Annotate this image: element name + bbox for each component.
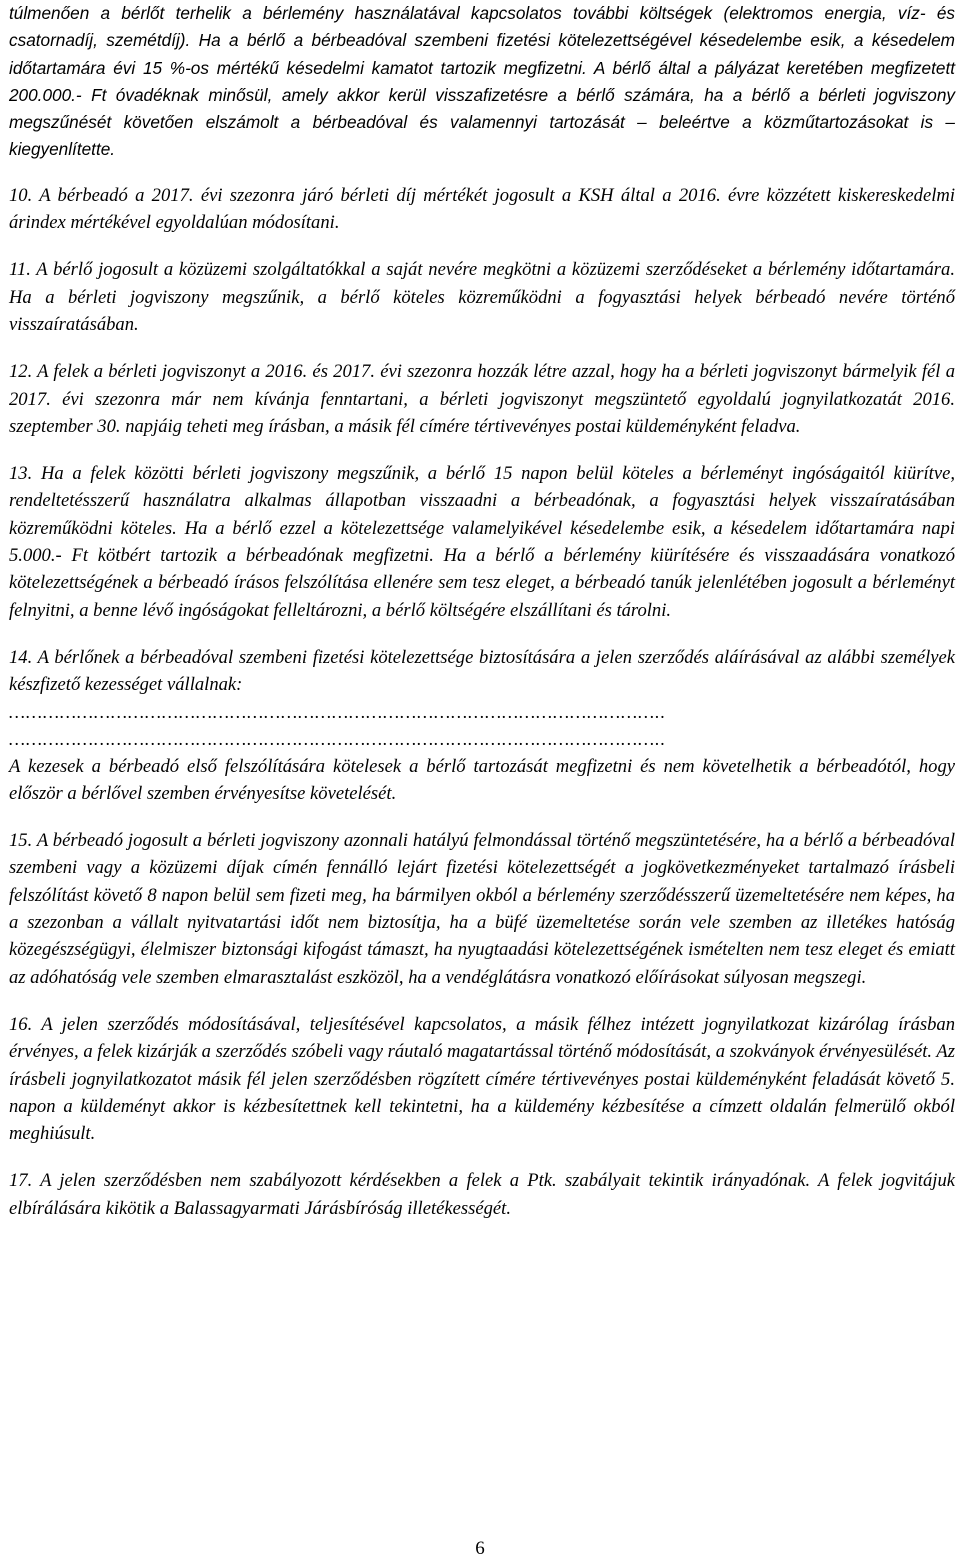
page-number: 6 [475,1538,485,1559]
clause-16: 16. A jelen szerződés módosításával, teljesítésével kapcsolatos, a másik félhez intézett jognyilatkozat kizárólag írásban érvényes, a felek kizárják a szerződés szóbeli vagy ráutaló magatartással történő módosítását, a szokványok érvényesülését. Az írásbeli jognyilatkozatot másik fél jelen szerződésben rögzített címére tértivevényes postai küldeményként feladását követő 5. napon a küldeményt akkor is kézbesítettnek kell tekintetni, ha a küldemény kézbesítése a címzett oldalán felmerülő okból meghiúsult. [9,1013,955,1145]
clause-12: 12. A felek a bérleti jogviszonyt a 2016. és 2017. évi szezonra hozzák létre azzal, hogy ha a bérleti jogviszonyt bármelyik fél a 2017. évi szezonra már nem kívánja fenntartani, a bérleti jogviszonyt megszüntető egyoldalú jognyilatkozatát 2016. szeptember 30. napjáig teheti meg írásban, a másik fél címére tértivevényes postai küldeményként feladva. [9,361,955,437]
clause-10: 10. A bérbeadó a 2017. évi szezonra járó bérleti díj mértékét jogosult a KSH által a 2016. évre közzétett kiskereskedelmi árindex mértékével egyoldalúan módosítani. [9,184,955,234]
intro-paragraph: túlmenően a bérlőt terhelik a bérlemény használatával kapcsolatos további költségek (elektromos energia, víz- és csatornadíj, szemétdíj). Ha a bérlő a bérbeadóval szembeni fizetési kötelezettségével késedelembe esik, a késedelem időtartamára évi 15 %-os mértékű késedelmi kamatot tartozik megfizetni. A bérlő által a pályázat keretében megfizetett 200.000.- Ft óvadéknak minősül, amely akkor kerül visszafizetésre a bérlő számára, ha a bérlő a bérleti jogviszony megszűnését követően elszámolt a bérbeadóval és valamennyi tartozását – beleértve a közműtartozásokat is – kiegyenlítette. [9,3,955,160]
document-page [9,0,955,1222]
guarantor-line-2: …………………………………………………………………………………………………….. [9,728,667,749]
clause-14: 14. A bérlőnek a bérbeadóval szembeni fizetési kötelezettsége biztosítására a jelen szerződés aláírásával az alábbi személyek készfizető kezességet vállalnak: [9,646,955,696]
clause-13: 13. Ha a felek közötti bérleti jogviszony megszűnik, a bérlő 15 napon belül köteles a bérleményt ingóságaitól kiürítve, rendeltetésszerű használatra alkalmas állapotban visszaadni a bérbeadónak, a fogyasztási helyek visszaíratásában közreműködni köteles. Ha a bérlő ezzel a kötelezettsége valamelyikével késedelembe esik, a késedelem időtartamára napi 5.000.- Ft kötbért tartozik a bérbeadónak megfizetni. Ha a bérlő a bérlemény kiürítésére és visszaadására vonatkozó kötelezettségének a bérbeadó írásos felszólítása ellenére sem tesz eleget, a bérbeadó tanúk jelenlétében jogosult a bérleményt felnyitni, a benne lévő ingóságokat felleltározni, a bérlő költségére elszállítani és tárolni. [9,463,955,621]
guarantor-line-1: …………………………………………………………………………………………………….. [9,701,667,722]
clause-11: 11. A bérlő jogosult a közüzemi szolgáltatókkal a saját nevére megkötni a közüzemi szerződéseket a bérlemény időtartamára. Ha a bérleti jogviszony megszűnik, a bérlő köteles közreműködni a fogyasztási helyek bérbeadó nevére történő visszaíratásában. [9,259,955,335]
clause-17: 17. A jelen szerződésben nem szabályozott kérdésekben a felek a Ptk. szabályait tekintik irányadónak. A felek jogvitájuk elbírálására kikötik a Balassagyarmati Járásbíróság illetékességét. [9,1170,955,1219]
clause-14-continuation: A kezesek a bérbeadó első felszólítására kötelesek a bérlő tartozását megfizetni és nem követelhetik a bérbeadótól, hogy először a bérlővel szemben érvényesítse követelését. [9,755,955,804]
clause-15: 15. A bérbeadó jogosult a bérleti jogviszony azonnali hatályú felmondással történő megszüntetésére, ha a bérlő a bérbeadóval szembeni vagy a közüzemi díjak címén fennálló lejárt fizetési kötelezettségét a jogkövetkezményeket tartalmazó írásbeli felszólítást követő 8 napon belül sem fizeti meg, ha bármilyen okból a bérlemény szerződésszerű üzemeltetésére nem képes, ha a szezonban a vállalt nyitvatartási időt nem biztosítja, ha a büfé üzemeltetése során vele szemben az illetékes hatóság közegészségügyi, élelmiszer biztonsági kifogást támaszt, ha nyugtaadási kötelezettségének ismételten nem tesz eleget és emiatt az adóhatóság vele szemben elmarasztalást eszközöl, ha a vendéglátásra vonatkozó előírásokat súlyosan megszegi. [9,830,955,988]
